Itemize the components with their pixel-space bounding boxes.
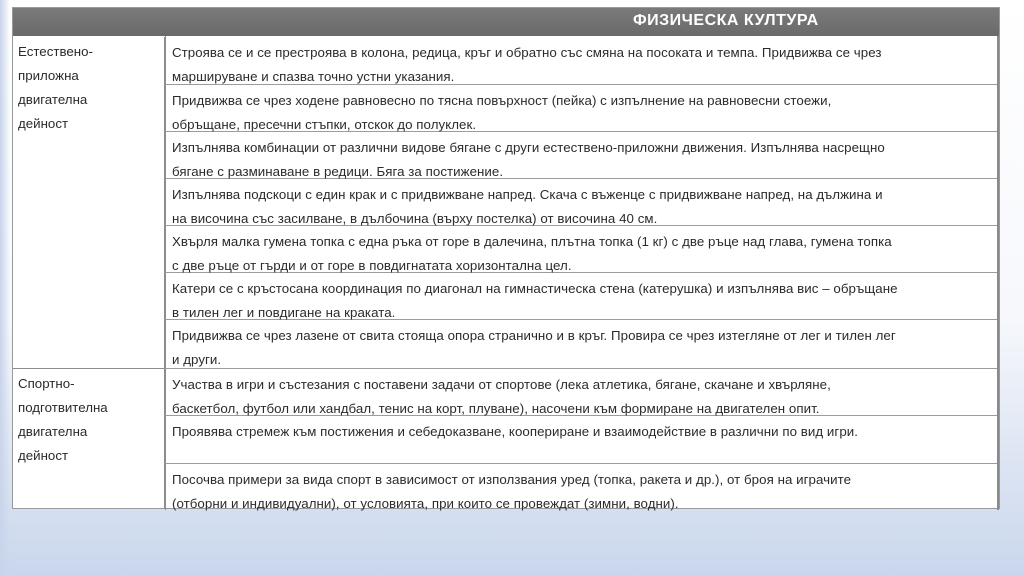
table-row — [165, 369, 999, 416]
row-line: Строява се и се престроява в колона, редица, кръг и обратно със смяна на посоката и темпа. Придвижва се чрез — [172, 45, 882, 60]
row-line: на височина със засилване, в дълбочина (върху постелка) от височина 40 см. — [172, 210, 658, 226]
group-heading-sport-preparatory — [13, 369, 165, 509]
table-row — [165, 85, 999, 132]
group-heading-line: подготвителна — [18, 400, 108, 415]
row-line: Придвижва се чрез лазене от свита стояща опора странично и в кръг. Провира се чрез изтегляне от лег и тилен лег — [172, 328, 896, 343]
group-heading-line: дейност — [18, 448, 69, 463]
table-row — [165, 416, 999, 464]
table-row — [165, 320, 999, 369]
curriculum-table-image — [12, 7, 1000, 509]
group-heading-line: Спортно- — [18, 376, 75, 391]
row-line: (отборни и индивидуални), от условията, при които се провеждат (зимни, водни). — [172, 495, 679, 511]
group-heading-line: двигателна — [18, 424, 88, 439]
table-title: ФИЗИЧЕСКА КУЛТУРА — [633, 12, 819, 29]
row-line: Изпълнява подскоци с един крак и с придвижване напред. Скача с въженце с придвижване напред, на дължина и — [172, 187, 883, 202]
row-line: Катери се с кръстосана координация по диагонал на гимнастическа стена (катерушка) и изпълнява вис – обръщане — [172, 281, 898, 296]
table-right-border — [997, 36, 999, 510]
group-heading-line: дейност — [18, 116, 69, 131]
table-row — [165, 273, 999, 320]
table-row — [165, 179, 999, 226]
row-line: и други. — [172, 351, 222, 367]
group-heading-line: двигателна — [18, 92, 88, 107]
table-row — [165, 37, 999, 85]
group-heading-natural-applied — [13, 37, 165, 368]
slide-edge-decoration — [0, 0, 10, 576]
table-row — [165, 226, 999, 273]
row-line: баскетбол, футбол или хандбал, тенис на корт, плуване), насочени към формиране на двигателен опит. — [172, 400, 820, 416]
row-line: Проявява стремеж към постижения и себедоказване, коопериране и взаимодействие в различни по вид игри. — [172, 424, 858, 439]
row-line: Придвижва се чрез ходене равновесно по тясна повърхност (пейка) с изпълнение на равновесни стоежи, — [172, 93, 832, 108]
table-row — [165, 464, 999, 509]
group-heading-line: Естествено- — [18, 44, 93, 59]
row-line: с две ръце от гърди и от горе в повдигнатата хоризонтална цел. — [172, 257, 572, 273]
row-line: Посочва примери за вида спорт в зависимост от използвания уред (топка, ракета и др.), от броя на играчите — [172, 472, 852, 487]
row-line: Участва в игри и състезания с поставени задачи от спортове (лека атлетика, бягане, скачане и хвърляне, — [172, 377, 831, 392]
row-line: Хвърля малка гумена топка с една ръка от горе в далечина, плътна топка (1 кг) с две ръце над глава, гумена топка — [172, 234, 892, 249]
title-bar — [13, 8, 999, 36]
row-line: бягане с разминаване в редици. Бяга за постижение. — [172, 163, 504, 179]
row-line: обръщане, пресечни стъпки, отскок до полуклек. — [172, 116, 477, 132]
row-line: маршируване и спазва точно устни указания. — [172, 68, 455, 84]
group-heading-line: приложна — [18, 68, 79, 83]
table-row — [165, 132, 999, 179]
row-line: в тилен лег и повдигане на краката. — [172, 304, 396, 320]
row-line: Изпълнява комбинации от различни видове бягане с други естествено-приложни движения. Изпълнява насрещно — [172, 140, 885, 155]
